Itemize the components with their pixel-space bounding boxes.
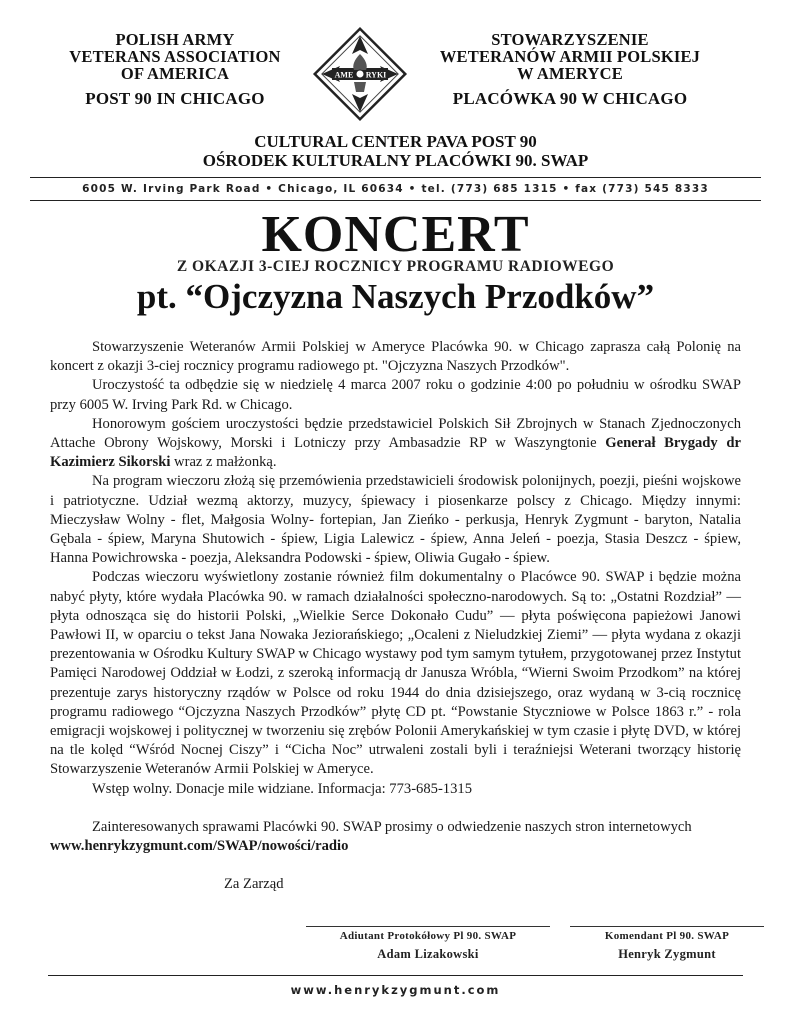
post-name-en: POST 90 IN CHICAGO bbox=[85, 89, 265, 108]
paragraph-invitation: Stowarzyszenie Weteranów Armii Polskiej w Ameryce Placówka 90. w Chicago zaprasza całą Polonię na koncert z okazji 3-ciej rocznicy programu radiowego pt. "Ojczyzna Naszych Przodków". bbox=[50, 339, 741, 375]
website-link[interactable]: www.henrykzygmunt.com/SWAP/nowości/radio bbox=[50, 838, 349, 855]
honored-guest-name: Generał Brygady dr Kazimierz Sikorski bbox=[50, 435, 741, 471]
address-line: 6005 W. Irving Park Road • Chicago, IL 60634 • tel. (773) 685 1315 • fax (773) 545 8333 bbox=[82, 183, 709, 195]
signature-line-commander bbox=[570, 926, 764, 927]
org-name-pl-line1: STOWARZYSZENIE bbox=[491, 30, 649, 49]
concert-occasion: Z OKAZJI 3-CIEJ ROCZNICY PROGRAMU RADIOWEGO bbox=[176, 258, 615, 275]
footer-divider bbox=[48, 975, 743, 976]
svg-text:RYKI: RYKI bbox=[365, 70, 387, 80]
adjutant-role: Adiutant Protokółowy Pl 90. SWAP bbox=[339, 930, 517, 942]
org-name-pl-line3: W AMERYCE bbox=[517, 64, 623, 83]
paragraph-website: Zainteresowanych sprawami Placówki 90. SWAP prosimy o odwiedzenie naszych stron internetowych bbox=[92, 818, 692, 835]
commander-role: Komendant Pl 90. SWAP bbox=[604, 930, 730, 942]
paragraph-film-records: Podczas wieczoru wyświetlony zostanie również film dokumentalny o Placówce 90. SWAP i będzie można nabyć płyty, które wydała Placówka 90. w ramach działalności społeczno-narodowych. Są to: „Ostatni Rozdział” — płyta odnosząca się do historii Polski, „Wielkie Serce Dokonało Cudu” — płyta poświęcona papieżowi Janowi Pawłowi II, w oparciu o tekst Jana Nowaka Jeziorańskiego; „Ocaleni z Nieludzkiej Ziemi” — płyta wydana z okazji prezentowania w Ośrodku Kultury SWAP w Chicago wystawy pod tym samym tytułem, przygotowanej przez Instytut Pamięci Narodowej Oddział w Łodzi, z szeroką informacją dr Janusza Wróbla, “Wierni Swoim Przodkom” na której prezentuje zarys historyczny rządów w Polsce od roku 1944 do dnia dzisiejszego, oraz wydaną w 3-cią rocznicę programu radiowego “Ojczyzna Naszych Przodków” płytę CD pt. “Powstanie Styczniowe w Polsce 1863 r.” - rola emigracji wojskowej i politycznej w tworzeniu się zrębów Polonii Amerykańskiej w tym czasie i płytę DVD, w której na tle kolęd “Wśród Nocnej Ciszy” i “Cicha Noc” utrwaleni zostali byli i teraźniejsi Weterani tworzący historię Stowarzyszenie Weteranów Armii Polskiej w Ameryce. bbox=[50, 569, 741, 778]
program-title: pt. “Ojczyzna Naszych Przodków” bbox=[136, 277, 655, 316]
cultural-center-heading bbox=[100, 132, 691, 170]
paragraph-admission: Wstęp wolny. Donacje mile widziane. Informacja: 773-685-1315 bbox=[92, 780, 472, 797]
header-left-org bbox=[50, 31, 300, 107]
org-name-en-line2: VETERANS ASSOCIATION bbox=[69, 47, 281, 66]
header-divider-top bbox=[30, 177, 761, 178]
commander-name: Henryk Zygmunt bbox=[618, 947, 716, 961]
closing-board: Za Zarząd bbox=[224, 876, 284, 892]
org-name-en-line1: POLISH ARMY bbox=[115, 30, 235, 49]
org-name-pl-line2: WETERANÓW ARMII POLSKIEJ bbox=[439, 47, 701, 66]
svg-text:AME: AME bbox=[334, 70, 354, 80]
signature-commander bbox=[570, 930, 764, 962]
paragraph-program: Na program wieczoru złożą się przemówienia przedstawicieli środowisk polonijnych, poezji, pieśni wojskowe i patriotyczne. Udział wezmą aktorzy, muzycy, śpiewacy i piosenkarze polscy z Chicago. Między innymi: Mieczysław Wolny - flet, Małgosia Wolny- fortepian, Jan Zieńko - perkusja, Henryk Zygmunt - baryton, Natalia Gębala - śpiew, Maryna Shutowich - śpiew, Ligia Lalewicz - śpiew, Anna Jeleń - poezja, Stasia Deszcz - śpiew, Hanna Powichrowska - poezja, Aleksandra Podowski - śpiew, Oliwia Gugało - śpiew. bbox=[50, 473, 741, 567]
header-divider-bottom bbox=[30, 200, 761, 201]
cultural-center-en: CULTURAL CENTER PAVA POST 90 bbox=[254, 132, 537, 151]
veterans-emblem-logo bbox=[310, 24, 410, 124]
post-name-pl: PLACÓWKA 90 W CHICAGO bbox=[452, 89, 688, 108]
adjutant-name: Adam Lizakowski bbox=[377, 947, 479, 961]
signature-adjutant bbox=[306, 930, 550, 962]
cultural-center-pl: OŚRODEK KULTURALNY PLACÓWKI 90. SWAP bbox=[202, 151, 589, 170]
header-right-org bbox=[430, 31, 710, 107]
signature-line-adjutant bbox=[306, 926, 550, 927]
org-name-en-line3: OF AMERICA bbox=[120, 64, 230, 83]
paragraph-honored-guest: Honorowym gościem uroczystości będzie przedstawiciel Polskich Sił Zbrojnych w Stanach Zjednoczonych Attache Obrony Wojskowy, Morski i Lotniczy przy Ambasadzie RP w Waszyngtonie Generał Brygady dr Kazimierz Sikorski wraz z małżonką. bbox=[50, 415, 741, 471]
concert-title: KONCERT bbox=[261, 206, 530, 263]
paragraph-date-place: Uroczystość ta odbędzie się w niedzielę 4 marca 2007 roku o godzinie 4:00 po południu w ośrodku SWAP przy 6005 W. Irving Park Rd. w Chicago. bbox=[50, 377, 741, 413]
footer-website-link[interactable]: www.henrykzygmunt.com bbox=[290, 983, 501, 997]
letter-body bbox=[50, 338, 741, 856]
